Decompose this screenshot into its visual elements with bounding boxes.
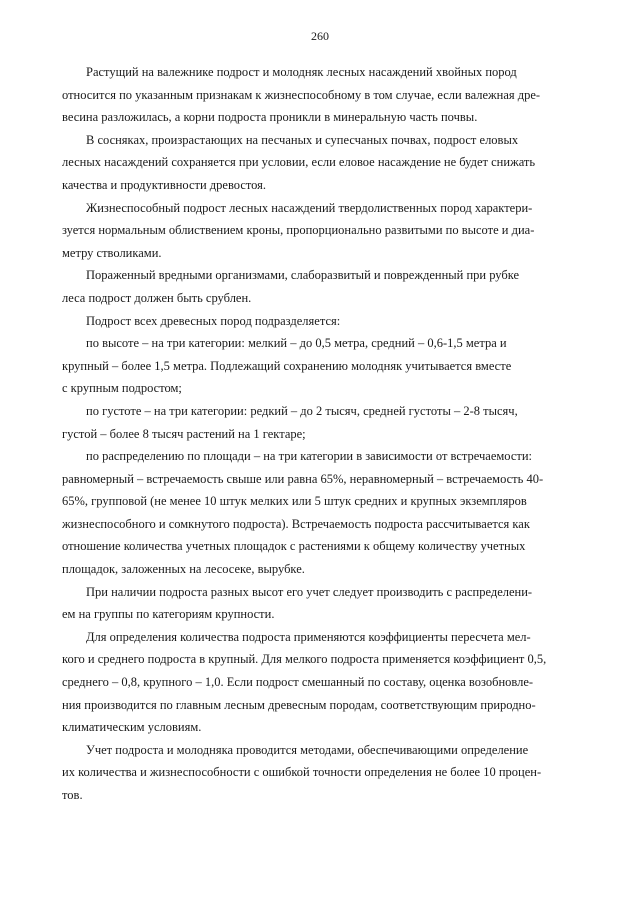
text-line: по распределению по площади – на три категории в зависимости от встречаемости:: [86, 449, 533, 464]
text-line: Жизнеспособный подрост лесных насаждений твердолиственных пород характери-: [86, 200, 533, 215]
page-number: 260: [311, 29, 329, 43]
text-line: площадок, заложенных на лесосеке, вырубке.: [62, 562, 305, 577]
text-line: среднего – 0,8, крупного – 1,0. Если подрост смешанный по составу, оценка возобновле-: [62, 675, 534, 690]
text-line: качества и продуктивности древостоя.: [62, 177, 267, 192]
paragraph: [62, 445, 574, 581]
paragraph: [62, 129, 574, 197]
text-line: лесных насаждений сохраняется при условии, если еловое насаждение не будет снижать: [62, 155, 536, 170]
text-line: Учет подроста и молодняка проводится методами, обеспечивающими определение: [86, 742, 529, 757]
text-line: кого и среднего подроста в крупный. Для мелкого подроста применяется коэффициент 0,5,: [62, 652, 547, 667]
paragraph: [62, 581, 574, 626]
text-line: ем на группы по категориям крупности.: [62, 607, 275, 622]
paragraph: [62, 197, 574, 265]
text-line: Подрост всех древесных пород подразделяется:: [86, 313, 341, 328]
text-line: жизнеспособного и сомкнутого подроста). Встречаемость подроста рассчитывается как: [62, 516, 530, 531]
text-line: по высоте – на три категории: мелкий – до 0,5 метра, средний – 0,6-1,5 метра и: [86, 336, 507, 351]
text-line: их количества и жизнеспособности с ошибкой точности определения не более 10 процен-: [62, 765, 542, 780]
paragraph: [62, 310, 574, 333]
text-line: метру стволиками.: [62, 245, 162, 260]
text-line: относится по указанным признакам к жизнеспособному в том случае, если валежная дре-: [62, 87, 541, 102]
text-line: с крупным подростом;: [62, 381, 182, 396]
text-line: ния производится по главным лесным древесным породам, соответствующим природно-: [62, 697, 536, 712]
text-line: климатическим условиям.: [62, 720, 202, 735]
paragraph: [62, 332, 574, 400]
text-line: Для определения количества подроста применяются коэффициенты пересчета мел-: [86, 629, 531, 644]
text-line: по густоте – на три категории: редкий – до 2 тысяч, средней густоты – 2-8 тысяч,: [86, 403, 518, 418]
paragraph: [62, 739, 574, 807]
text-body: [62, 61, 574, 807]
text-line: В сосняках, произрастающих на песчаных и супесчаных почвах, подрост еловых: [86, 132, 519, 147]
text-line: равномерный – встречаемость свыше или равна 65%, неравномерный – встречаемость 40-: [62, 471, 544, 486]
paragraph: [62, 61, 574, 129]
text-line: зуется нормальным облиствением кроны, пропорционально развитыми по высоте и диа-: [62, 223, 535, 238]
paragraph: [62, 400, 574, 445]
text-line: При наличии подроста разных высот его учет следует производить с распределени-: [86, 584, 533, 599]
text-line: Пораженный вредными организмами, слаборазвитый и поврежденный при рубке: [86, 268, 520, 283]
text-line: густой – более 8 тысяч растений на 1 гектаре;: [62, 426, 306, 441]
text-line: леса подрост должен быть срублен.: [62, 290, 252, 305]
text-line: весина разложилась, а корни подроста проникли в минеральную часть почвы.: [62, 110, 478, 125]
paragraph: [62, 264, 574, 309]
text-line: отношение количества учетных площадок с растениями к общему количеству учетных: [62, 539, 526, 554]
text-line: тов.: [62, 788, 83, 802]
text-line: 65%, групповой (не менее 10 штук мелких или 5 штук средних и крупных экземпляров: [62, 494, 527, 509]
text-line: Растущий на валежнике подрост и молодняк лесных насаждений хвойных пород: [86, 65, 517, 79]
paragraph: [62, 626, 574, 739]
text-line: крупный – более 1,5 метра. Подлежащий сохранению молодняк учитывается вместе: [62, 358, 512, 373]
